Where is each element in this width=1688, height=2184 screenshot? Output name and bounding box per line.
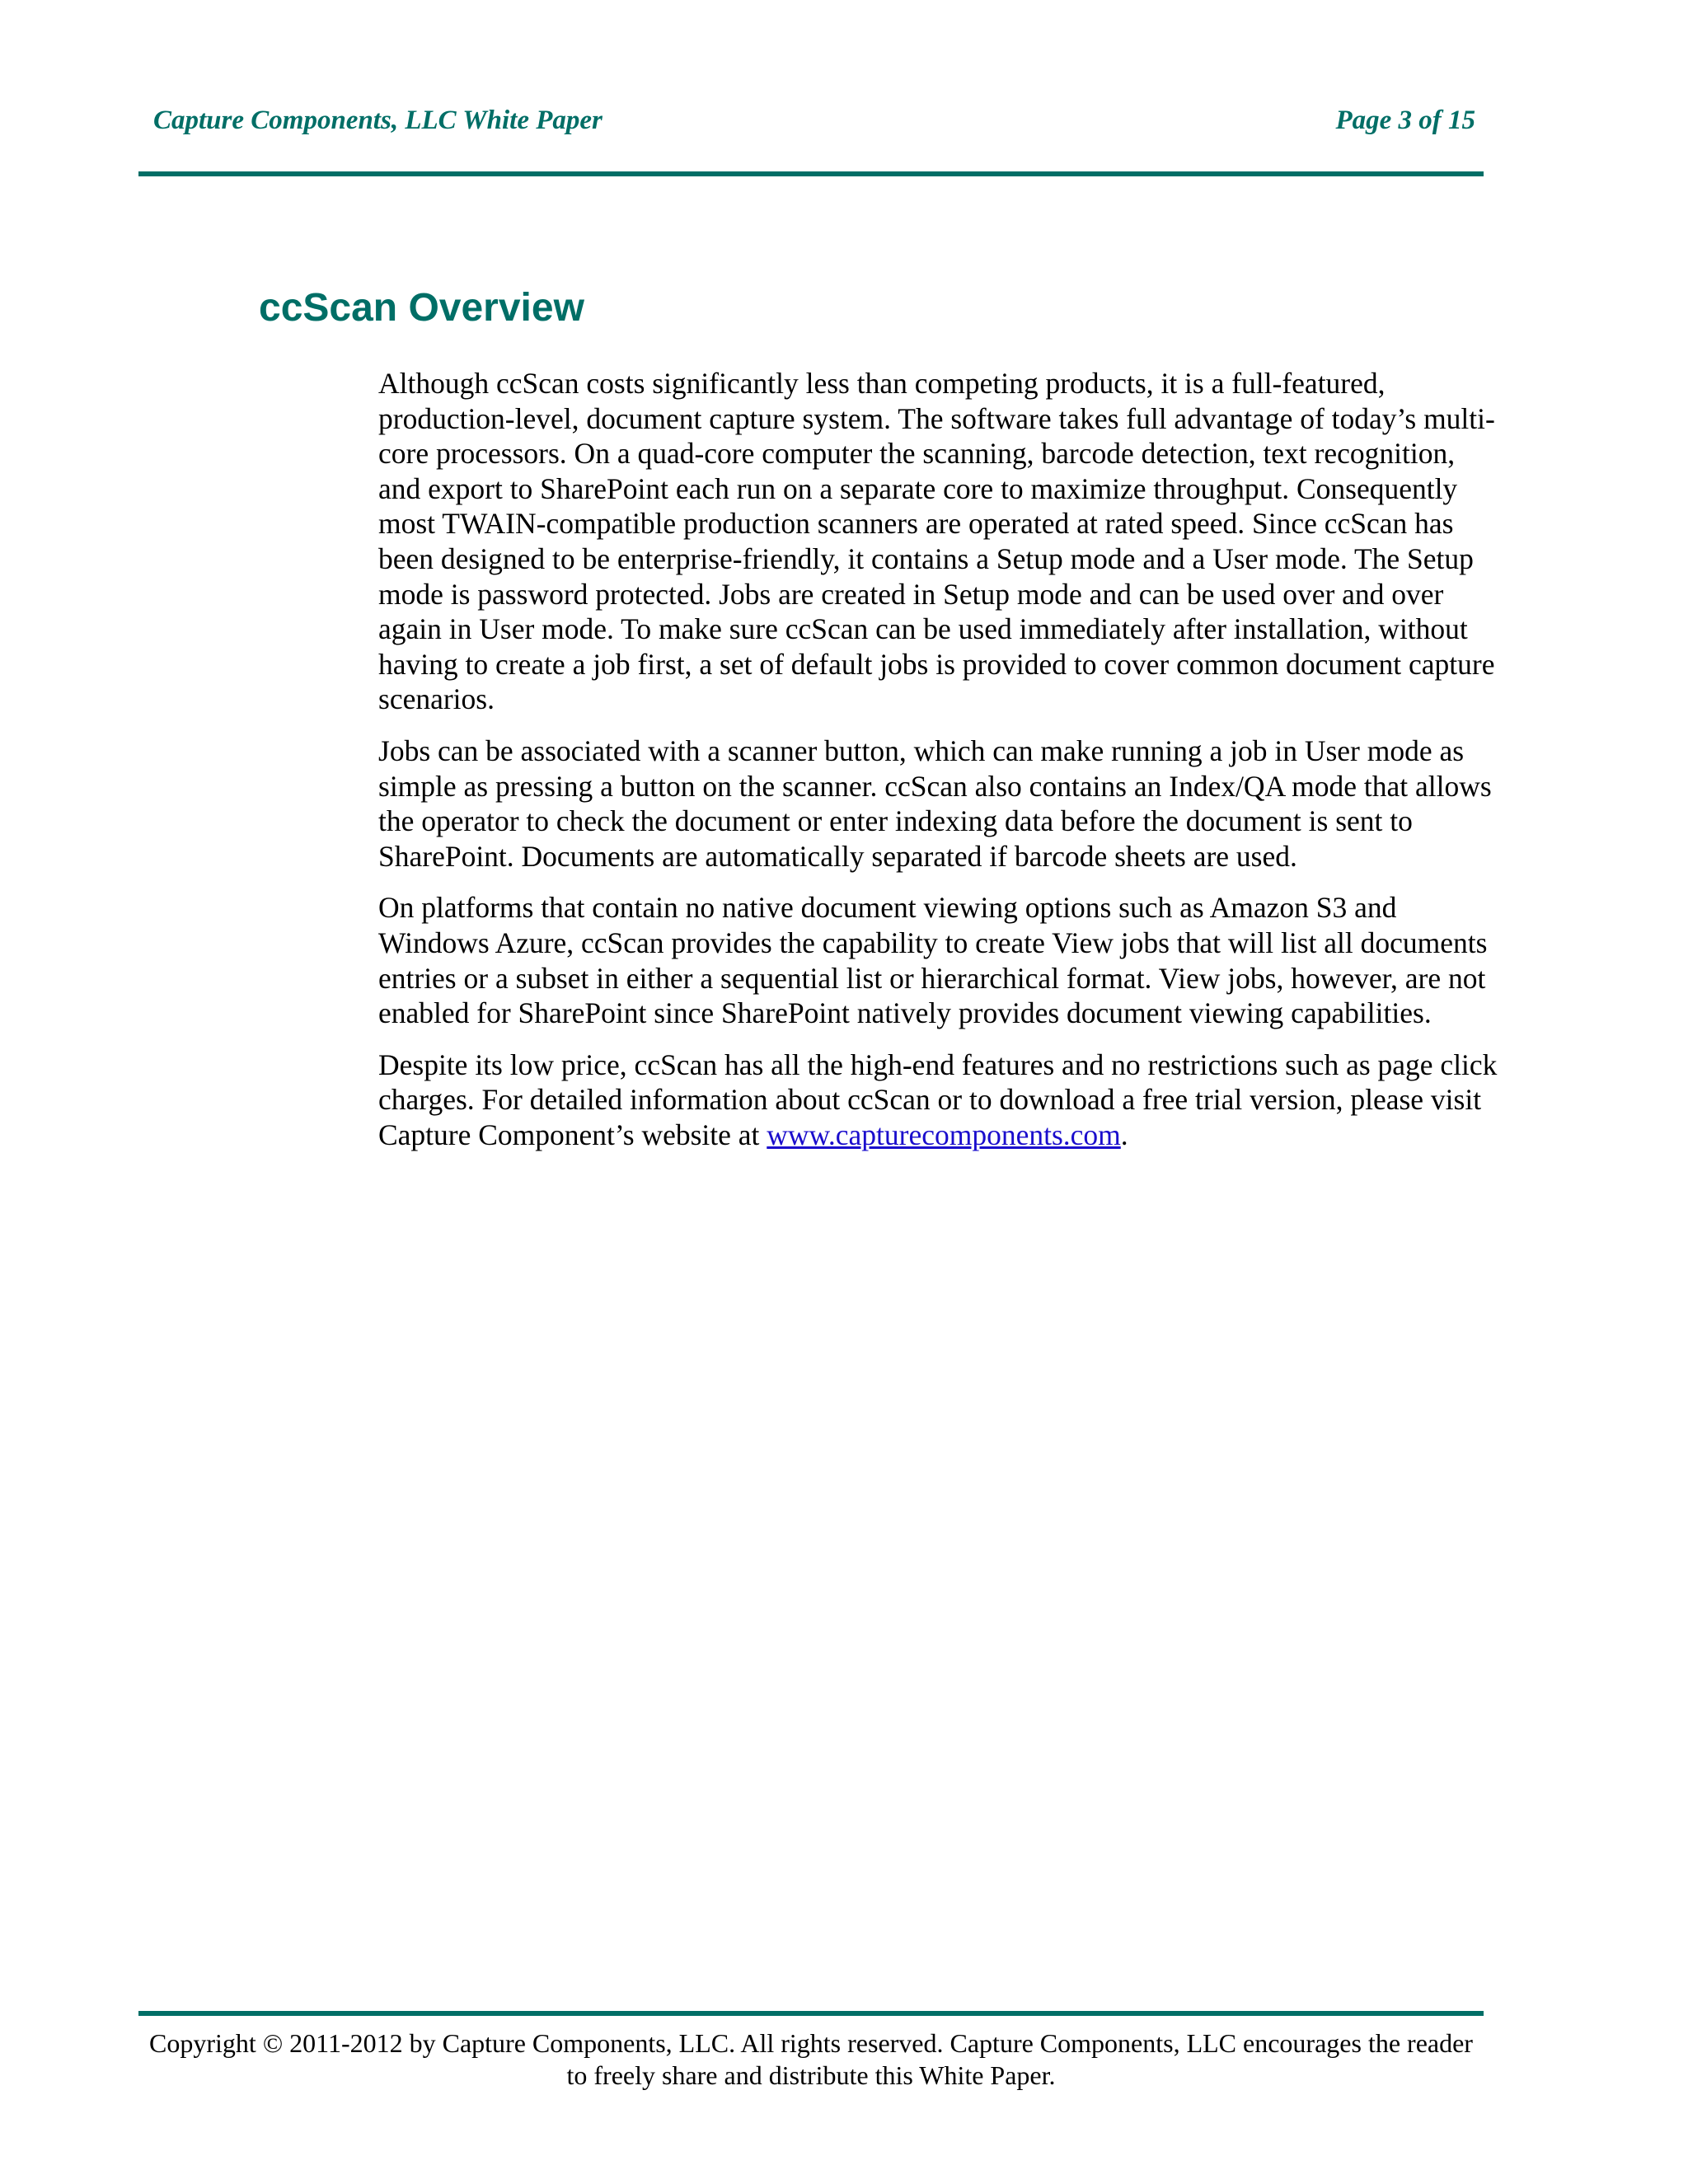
paragraph-4 (378, 1047, 1501, 1153)
paragraph-3: On platforms that contain no native document viewing options such as Amazon S3 and Windows Azure, ccScan provides the capability to create View jobs that will list all documents entries or a subset in either a sequential list or hierarchical format. View jobs, however, are not enabled for SharePoint since SharePoint natively provides document viewing capabilities. (378, 891, 1488, 1030)
paragraph-1: Although ccScan costs significantly less than competing products, it is a full-featured, production-level, document capture system. The software takes full advantage of today’s multi-core processors. On a quad-core computer the scanning, barcode detection, text recognition, and export to SharePoint each run on a separate core to maximize throughput. Consequently most TWAIN-compatible production scanners are operated at rated speed. Since ccScan has been designed to be enterprise-friendly, it contains a Setup mode and a User mode. The Setup mode is password protected. Jobs are created in Setup mode and can be used over and over again in User mode. To make sure ccScan can be used immediately after installation, without having to create a job first, a set of default jobs is provided to cover common document capture scenarios. (378, 367, 1495, 716)
paragraph-4-period: . (1120, 1118, 1128, 1151)
footer-copyright: Copyright © 2011-2012 by Capture Components, LLC. All rights reserved. Capture Components, LLC encourages the reader to freely share and distribute this White Paper. (149, 2028, 1473, 2090)
page-header (138, 0, 1484, 176)
website-link[interactable]: www.capturecomponents.com (767, 1118, 1121, 1151)
paragraph-2: Jobs can be associated with a scanner button, which can make running a job in User mode as simple as pressing a button on the scanner. ccScan also contains an Index/QA mode that allows the operator to check the document or enter indexing data before the document is sent to SharePoint. Documents are automatically separated if barcode sheets are used. (378, 733, 1492, 873)
section-body (378, 366, 1501, 1169)
paragraph-4-text: Despite its low price, ccScan has all the high-end features and no restrictions such as page click charges. For detailed information about ccScan or to download a free trial version, please visit Capture Component’s website at (378, 1047, 1498, 1151)
footer-divider (138, 2011, 1484, 2016)
header-document-title: Capture Components, LLC White Paper (153, 105, 603, 135)
header-page-number: Page 3 of 15 (1335, 105, 1475, 135)
section-title: ccScan Overview (259, 286, 584, 330)
